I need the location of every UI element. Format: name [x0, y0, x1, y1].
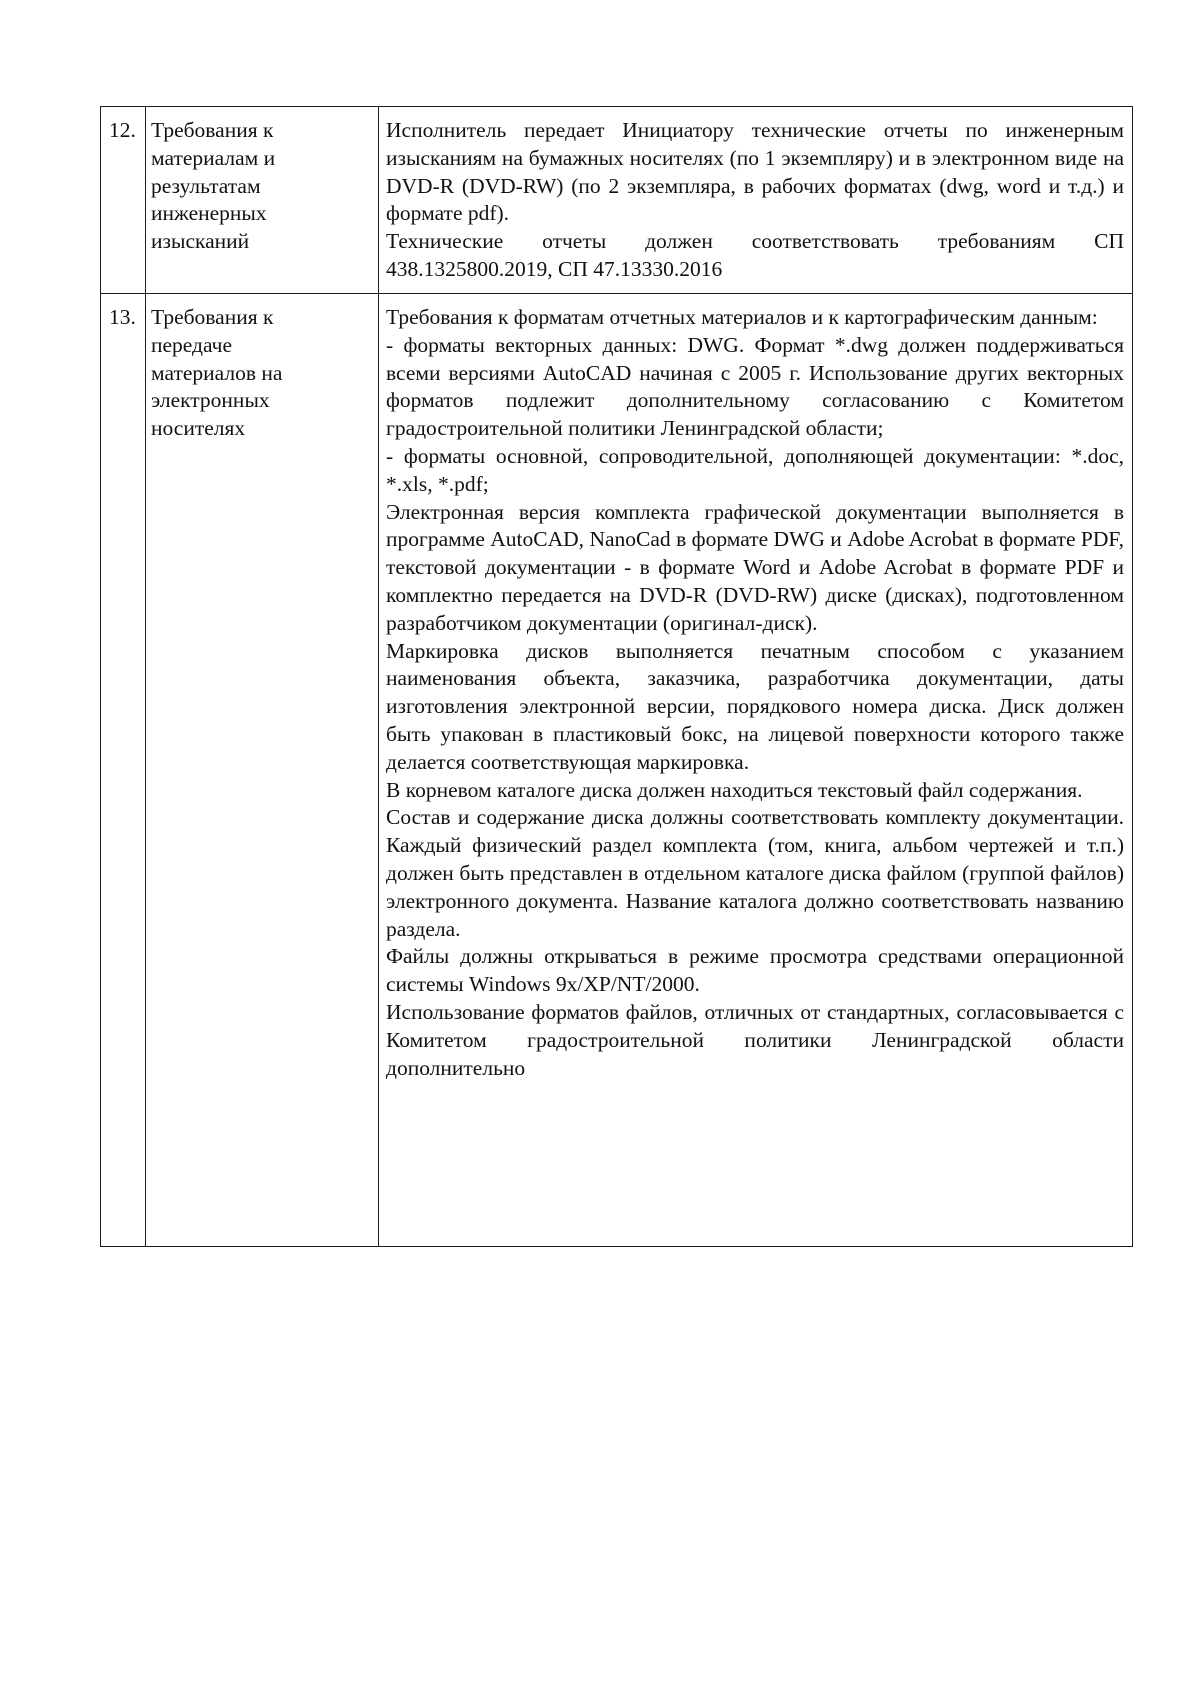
row-number: 13. [109, 305, 136, 329]
requirements-table [100, 106, 1133, 1247]
table-row [101, 107, 1133, 294]
row-body-cell [379, 107, 1133, 294]
body-paragraph: Состав и содержание диска должны соответствовать комплекту документации. Каждый физический раздел комплекта (том, книга, альбом чертежей и т.п.) должен быть представлен в отдельном каталоге диска файлом (группой файлов) электронного документа. Название каталога должно соответствовать названию раздела. [386, 805, 1124, 941]
body-paragraph: Использование форматов файлов, отличных от стандартных, согласовывается с Комитетом градостроительной политики Ленинградской области дополнительно [386, 999, 1124, 1080]
body-paragraph: - форматы основной, сопроводительной, дополняющей документации: *.doc, *.xls, *.pdf; [386, 443, 1124, 496]
row-title: Требования к материалам и результатам инженерных изысканий [151, 118, 276, 254]
row-title: Требования к передаче материалов на электронных носителях [151, 305, 283, 441]
body-paragraph: Маркировка дисков выполняется печатным способом с указанием наименования объекта, заказчика, разработчика документации, даты изготовления электронной версии, порядкового номера диска. Диск должен быть упакован в пластиковый бокс, на лицевой поверхности которого также делается соответствующая маркировка. [386, 638, 1124, 774]
row-body-cell [379, 294, 1133, 1247]
body-paragraph: Технические отчеты должен соответствовать требованиям СП 438.1325800.2019, СП 47.13330.2016 [386, 229, 1124, 281]
body-paragraph: Требования к форматам отчетных материалов и к картографическим данным: [386, 305, 1098, 329]
row-number-cell [101, 107, 146, 294]
row-number: 12. [109, 118, 136, 142]
row-title-cell [146, 294, 379, 1247]
body-paragraph: В корневом каталоге диска должен находиться текстовый файл содержания. [386, 777, 1083, 802]
row-title-cell [146, 107, 379, 294]
body-paragraph: Файлы должны открываться в режиме просмотра средствами операционной системы Windows 9x/XP/NT/2000. [386, 944, 1124, 997]
table-row [101, 294, 1133, 1247]
body-paragraph: - форматы векторных данных: DWG. Формат *.dwg должен поддерживаться всеми версиями AutoCAD начиная с 2005 г. Использование других векторных форматов подлежит дополнительному согласованию с Комитетом градостроительной политики Ленинградской области; [386, 332, 1124, 441]
body-paragraph: Электронная версия комплекта графической документации выполняется в программе AutoCAD, NanoCad в формате DWG и Adobe Acrobat в формате PDF, текстовой документации - в формате Word и Adobe Acrobat в формате PDF и комплектно передается на DVD-R (DVD-RW) диске (дисках), подготовленном разработчиком документации (оригинал-диск). [386, 499, 1124, 635]
body-paragraph: Исполнитель передает Инициатору технические отчеты по инженерным изысканиям на бумажных носителях (по 1 экземпляру) и в электронном виде на DVD-R (DVD-RW) (по 2 экземпляра, в рабочих форматах (dwg, word и т.д.) и формате pdf). [386, 118, 1124, 226]
row-number-cell [101, 294, 146, 1247]
